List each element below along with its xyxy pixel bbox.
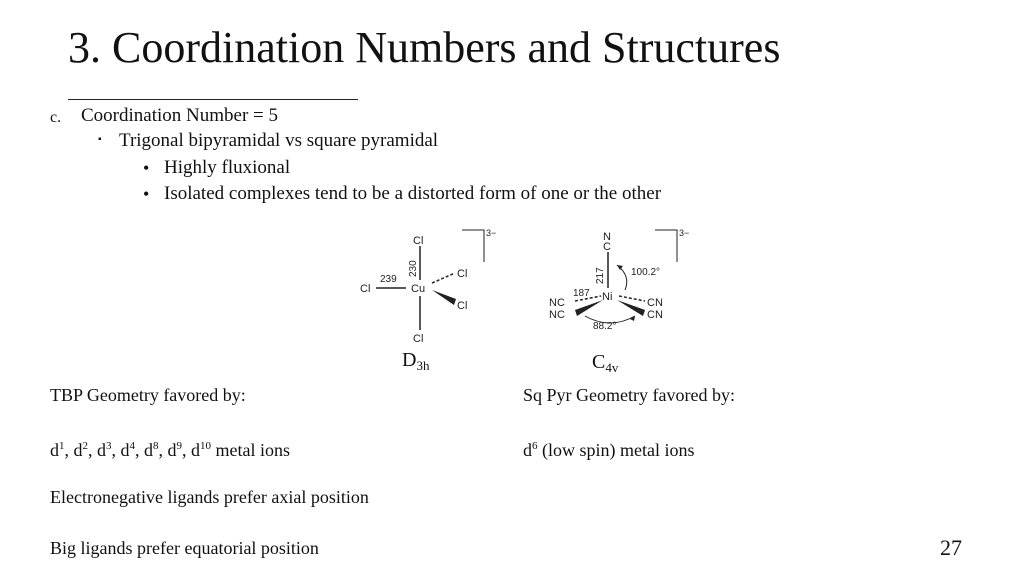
charge-bracket [462, 230, 484, 262]
atom-c-apex: C [603, 241, 611, 253]
ion-electron-count: 3 [106, 440, 112, 452]
ion-d-letter: d [120, 440, 130, 460]
atom-cl-top: Cl [413, 235, 424, 247]
ion-electron-count: 9 [176, 440, 182, 452]
atom-cl-bottom: Cl [413, 333, 424, 345]
electronegative-ligands-text: Electronegative ligands prefer axial position [50, 487, 369, 507]
bond-length-axial: 230 [408, 260, 419, 277]
ion-separator: , [111, 440, 121, 460]
tbp-structure-figure [350, 222, 510, 352]
ion-separator: , [158, 440, 168, 460]
atom-cl-eq-lower: Cl [457, 300, 468, 312]
sqpy-favored-heading: Sq Pyr Geometry favored by: [523, 385, 735, 405]
big-ligands-text: Big ligands prefer equatorial position [50, 538, 319, 558]
atom-n-apex: N [603, 231, 611, 243]
ion-separator: , [135, 440, 144, 460]
ion-electron-count: 10 [200, 440, 211, 452]
bond-length-equatorial: 239 [380, 274, 397, 285]
charge-label: 3− [679, 228, 690, 238]
title-underline [68, 99, 358, 100]
square-bullet-icon: ▪ [98, 134, 102, 145]
bullet-dot-icon: • [143, 184, 150, 204]
basal-bond-back-right [619, 296, 645, 301]
ligand-nc-lower: NC [549, 309, 565, 321]
atom-cu-center: Cu [411, 283, 426, 295]
angle-arc-upper [617, 265, 627, 290]
slide-title: 3. Coordination Numbers and Structures [68, 23, 781, 72]
symmetry-label-c4v: $C_{4v}$ [592, 351, 619, 375]
equatorial-bond-wedge [432, 290, 456, 305]
sqpy-metal-ions: $d^6$ (low spin) metal ions [523, 440, 695, 460]
bullet-dot-icon: • [143, 158, 150, 178]
outline-item-marker: c. [50, 109, 62, 126]
bullet-text-fluxional: Highly fluxional [164, 157, 291, 178]
charge-label: 3− [486, 228, 497, 238]
outline-subitem-text: Trigonal bipyramidal vs square pyramidal [119, 130, 439, 151]
ion-electron-count: 8 [153, 440, 159, 452]
bond-length-apical: 217 [595, 267, 606, 284]
charge-bracket [655, 230, 677, 262]
symmetry-label-d3h: $D_{3h}$ [402, 349, 430, 373]
bond-length-basal: 187 [573, 288, 590, 299]
ion-d-letter: d [97, 440, 106, 460]
ion-separator: , [64, 440, 74, 460]
ion-d-letter: d [73, 440, 83, 460]
tbp-metal-ions [50, 434, 290, 462]
ion-electron-count: 1 [59, 440, 65, 452]
outline-item-text: Coordination Number = 5 [81, 105, 278, 126]
ligand-nc-upper: NC [549, 297, 565, 309]
basal-bond-wedge-right [617, 300, 645, 316]
atom-cl-left: Cl [360, 283, 371, 295]
ion-d-letter: d [50, 440, 59, 460]
ion-d-letter: d [167, 440, 177, 460]
atom-ni-center: Ni [602, 291, 613, 303]
bullet-text-distorted: Isolated complexes tend to be a distorted form of one or the other [164, 183, 662, 204]
ligand-cn-upper: CN [647, 297, 663, 309]
basal-bond-wedge-left [575, 300, 603, 316]
ion-d-letter: d [191, 440, 200, 460]
equatorial-bond-back [432, 273, 455, 283]
ligand-cn-lower: CN [647, 309, 663, 321]
angle-label-upper: 100.2° [631, 267, 661, 278]
page-number: 27 [940, 535, 962, 560]
ion-suffix: metal ions [211, 440, 290, 460]
angle-label-lower: 88.2° [593, 321, 617, 332]
ion-separator: , [88, 440, 97, 460]
ion-electron-count: 4 [129, 440, 135, 452]
sqpy-structure-figure [545, 222, 705, 342]
tbp-favored-heading: TBP Geometry favored by: [50, 385, 246, 405]
ion-separator: , [182, 440, 191, 460]
atom-cl-eq-upper: Cl [457, 268, 468, 280]
ion-electron-count: 2 [82, 440, 88, 452]
ion-d-letter: d [144, 440, 153, 460]
